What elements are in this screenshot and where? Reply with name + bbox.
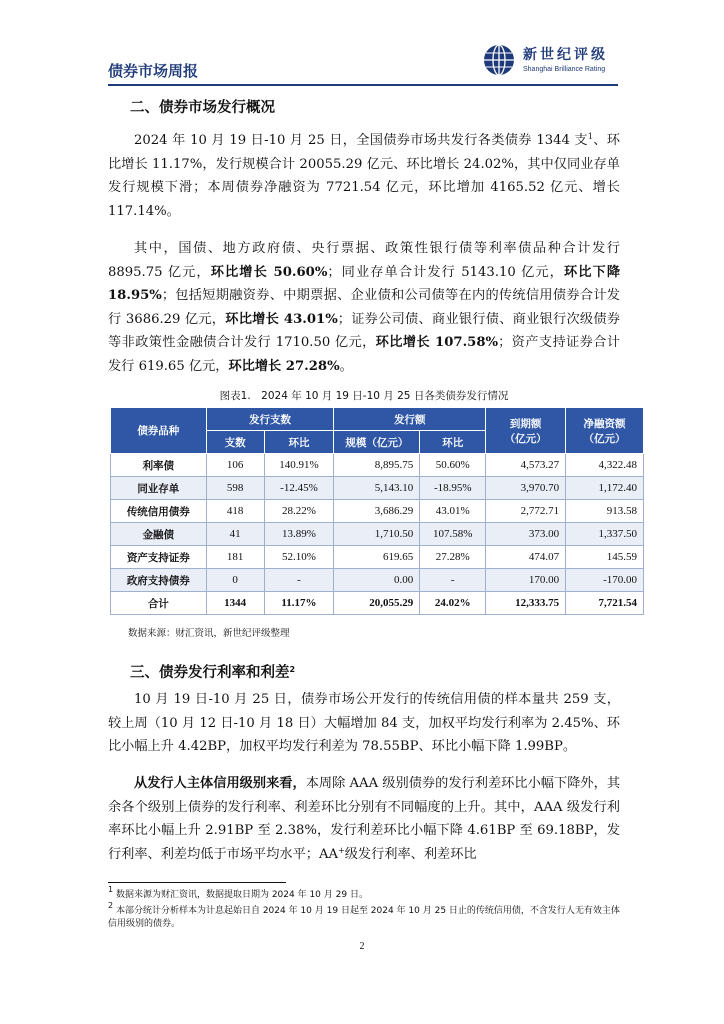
cell-count: 0 bbox=[206, 569, 264, 592]
cell-category: 合计 bbox=[111, 592, 207, 615]
highlight-financial: 环比增长 107.58% bbox=[375, 335, 499, 350]
header-amount-group: 发行额 bbox=[334, 408, 486, 431]
cell-category: 同业存单 bbox=[111, 477, 207, 500]
cell-count-chg: 28.22% bbox=[264, 500, 334, 523]
table-row bbox=[111, 477, 644, 500]
cell-count-chg: 52.10% bbox=[264, 546, 334, 569]
cell-maturity: 12,333.75 bbox=[486, 592, 566, 615]
paragraph-rates-overview: 10 月 19 日-10 月 25 日，债券市场公开发行的传统信用债的样本量共 259 支，较上周（10 月 12 日-10 月 18 日）大幅增加 84 支，加权平均发行利率为 2.45%、环比小幅上升 4.42BP，加权平均发行利差为 78.55BP、环比小幅下降 1.99BP。 bbox=[108, 692, 620, 754]
cell-net: -170.00 bbox=[566, 569, 644, 592]
header-maturity: 到期额（亿元） bbox=[486, 408, 566, 454]
paragraph-rating-analysis bbox=[108, 772, 620, 866]
highlight-credit: 环比增长 43.01% bbox=[225, 311, 338, 327]
cell-amount-chg: 50.60% bbox=[420, 454, 486, 477]
cell-net: 145.59 bbox=[566, 546, 644, 569]
table-row bbox=[111, 523, 644, 546]
globe-logo-icon bbox=[483, 44, 515, 76]
cell-maturity: 373.00 bbox=[486, 523, 566, 546]
paragraph-issuance-breakdown bbox=[108, 237, 620, 378]
table-row bbox=[111, 592, 644, 615]
cell-count: 598 bbox=[206, 477, 264, 500]
cell-maturity: 4,573.27 bbox=[486, 454, 566, 477]
cell-count: 41 bbox=[206, 523, 264, 546]
text-span: 2024 年 10 月 19 日-10 月 25 日，全国债券市场共发行各类债券 1344 支 bbox=[134, 133, 588, 148]
cell-maturity: 2,772.71 bbox=[486, 500, 566, 523]
cell-net: 7,721.54 bbox=[566, 592, 644, 615]
cell-count: 1344 bbox=[206, 592, 264, 615]
cell-amount: 20,055.29 bbox=[334, 592, 420, 615]
cell-net: 913.58 bbox=[566, 500, 644, 523]
cell-category: 利率债 bbox=[111, 454, 207, 477]
footnote-mark: 1 bbox=[108, 885, 114, 894]
footnote-2 bbox=[108, 901, 620, 931]
report-title: 债券市场周报 bbox=[108, 62, 199, 80]
footnote-1 bbox=[108, 885, 620, 902]
table-row bbox=[111, 569, 644, 592]
lead-phrase: 从发行人主体信用级别来看， bbox=[134, 776, 306, 791]
text-span: ；证券公司债、商业银行债、商业银行次级债券等非政策性金融债合计发行 1710.50 亿元， bbox=[108, 311, 621, 350]
table-source: 数据来源：财汇资讯，新世纪评级整理 bbox=[128, 628, 290, 639]
footnote-ref: 1 bbox=[587, 132, 593, 141]
cell-count-chg: - bbox=[264, 569, 334, 592]
cell-amount: 1,710.50 bbox=[334, 523, 420, 546]
header-amount: 规模（亿元） bbox=[334, 431, 420, 454]
header-amount-change: 环比 bbox=[420, 431, 486, 454]
text-span: ；包括短期融资券、中期票据、企业债和公司债等在内的传统信用债券合计发行 3686.29 亿元， bbox=[108, 288, 620, 327]
footnote-text: 本部分统计分析样本为计息起始日自 2024 年 10 月 19 日起至 2024 年 10 月 25 日止的传统信用债，不含发行人无有效主体信用级别的债券。 bbox=[108, 906, 620, 929]
text-span: 、环比增长 11.17%，发行规模合计 20055.29 亿元、环比增长 24.02%，其中仅同业存单发行规模下滑；本周债券净融资为 7721.54 亿元，环比增加 4165.52 亿元、增长 117.14%。 bbox=[108, 133, 620, 219]
bond-issuance-table bbox=[110, 407, 644, 615]
header-divider bbox=[108, 84, 618, 86]
header-net-financing: 净融资额（亿元） bbox=[566, 408, 644, 454]
cell-amount-chg: 107.58% bbox=[420, 523, 486, 546]
logo-english-name: Shanghai Brilliance Rating bbox=[523, 66, 606, 73]
cell-amount-chg: - bbox=[420, 569, 486, 592]
cell-amount: 5,143.10 bbox=[334, 477, 420, 500]
footnote-text: 数据来源为财汇资讯，数据提取日期为 2024 年 10 月 29 日。 bbox=[115, 890, 368, 900]
cell-category: 资产支持证券 bbox=[111, 546, 207, 569]
footnote-mark: 2 bbox=[108, 901, 114, 910]
cell-maturity: 474.07 bbox=[486, 546, 566, 569]
heading-text: 三、债券发行利率和利差 bbox=[130, 665, 290, 681]
cell-category: 政府支持债券 bbox=[111, 569, 207, 592]
table-body bbox=[111, 454, 644, 615]
header-category: 债券品种 bbox=[111, 408, 207, 454]
cell-net: 1,172.40 bbox=[566, 477, 644, 500]
cell-net: 4,322.48 bbox=[566, 454, 644, 477]
table-row bbox=[111, 454, 644, 477]
highlight-abs: 环比增长 27.28% bbox=[228, 358, 340, 374]
section-heading-rates bbox=[130, 661, 295, 682]
text-span: ；同业存单合计发行 5143.10 亿元， bbox=[327, 264, 564, 280]
cell-amount-chg: -18.95% bbox=[420, 477, 486, 500]
cell-count: 181 bbox=[206, 546, 264, 569]
cell-amount: 3,686.29 bbox=[334, 500, 420, 523]
cell-net: 1,337.50 bbox=[566, 523, 644, 546]
highlight-rate-bonds: 环比增长 50.60% bbox=[210, 264, 328, 280]
text-span: ；资产支持证券合计发行 619.65 亿元， bbox=[108, 335, 621, 374]
cell-amount: 0.00 bbox=[334, 569, 420, 592]
table-row bbox=[111, 500, 644, 523]
footnote-ref: 2 bbox=[289, 665, 296, 674]
text-span: 级发行利率、利差环比 bbox=[344, 846, 477, 862]
cell-amount: 619.65 bbox=[334, 546, 420, 569]
header-count-change: 环比 bbox=[264, 431, 334, 454]
page-number: 2 bbox=[359, 941, 365, 952]
cell-category: 传统信用债券 bbox=[111, 500, 207, 523]
cell-amount-chg: 27.28% bbox=[420, 546, 486, 569]
table-row bbox=[111, 546, 644, 569]
cell-count-chg: 140.91% bbox=[264, 454, 334, 477]
cell-amount-chg: 43.01% bbox=[420, 500, 486, 523]
cell-count: 106 bbox=[206, 454, 264, 477]
text-span: 。 bbox=[339, 358, 353, 374]
cell-count-chg: 11.17% bbox=[264, 592, 334, 615]
brand-logo bbox=[483, 42, 618, 82]
section-heading-issuance: 二、债券市场发行概况 bbox=[130, 100, 275, 116]
cell-maturity: 3,970.70 bbox=[486, 477, 566, 500]
cell-count-chg: -12.45% bbox=[264, 477, 334, 500]
footnote-divider bbox=[108, 882, 286, 883]
rating-plus: + bbox=[338, 845, 345, 855]
table-caption: 图表1. 2024 年 10 月 19 日-10 月 25 日各类债券发行情况 bbox=[219, 390, 509, 402]
text-span: 本周除 AAA 级别债券的发行利差环比小幅下降外，其余各个级别上债券的发行利率、利差环比分别有不同幅度的上升。其中，AAA 级发行利率环比小幅上升 2.91BP 至 2.38%，发行利差环比小幅下降 4.61BP 至 69.18BP，发行利率、利差均低于市场平均水平；AA bbox=[108, 776, 621, 862]
cell-count: 418 bbox=[206, 500, 264, 523]
cell-category: 金融债 bbox=[111, 523, 207, 546]
highlight-ncd: 环比下降 18.95% bbox=[108, 264, 621, 303]
logo-chinese-name: 新世纪评级 bbox=[523, 47, 608, 63]
cell-maturity: 170.00 bbox=[486, 569, 566, 592]
text-span: 其中，国债、地方政府债、央行票据、政策性银行债等利率债品种合计发行 8895.75 亿元， bbox=[108, 241, 620, 280]
paragraph-issuance-overview bbox=[108, 129, 620, 223]
header-count-group: 发行支数 bbox=[206, 408, 334, 431]
cell-count-chg: 13.89% bbox=[264, 523, 334, 546]
cell-amount-chg: 24.02% bbox=[420, 592, 486, 615]
cell-amount: 8,895.75 bbox=[334, 454, 420, 477]
header-count: 支数 bbox=[206, 431, 264, 454]
